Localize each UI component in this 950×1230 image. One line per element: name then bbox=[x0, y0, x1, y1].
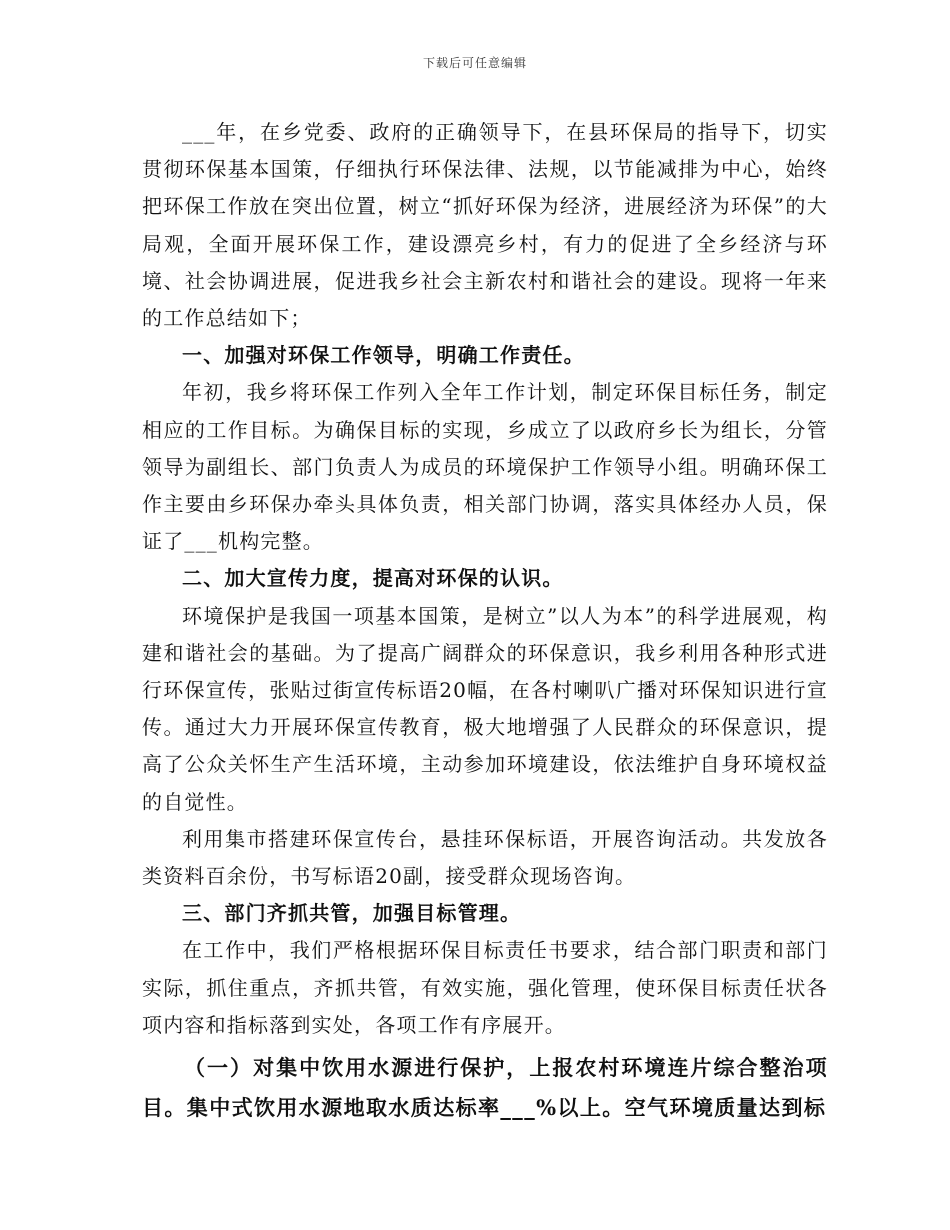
subsection-1-paragraph: （一）对集中饮用水源进行保护，上报农村环境连片综合整治项目。集中式饮用水源地取水质达标率___%以上。空气环境质量达到标 bbox=[142, 1055, 828, 1121]
section-heading-2: 二、加大宣传力度，提高对环保的认识。 bbox=[182, 566, 564, 591]
header-note: 下载后可任意编辑 bbox=[422, 56, 527, 70]
section-1-paragraph: 年初，我乡将环保工作列入全年工作计划，制定环保目标任务，制定相应的工作目标。为确保目标的实现，乡成立了以政府乡长为组长，分管领导为副组长、部门负责人为成员的环境保护工作领导小组。明确环保工作主要由乡环保办牵头具体负责，相关部门协调，落实具体经办人员，保证了___机构完整。 bbox=[142, 380, 828, 554]
section-3-paragraph: 在工作中，我们严格根据环保目标责任书要求，结合部门职责和部门实际，抓住重点，齐抓共管，有效实施，强化管理，使环保目标责任状各项内容和指标落到实处，各项工作有序展开。 bbox=[142, 938, 828, 1037]
section-2-paragraph-1: 环境保护是我国一项基本国策，是树立”以人为本”的科学进展观，构建和谐社会的基础。为了提高广阔群众的环保意识，我乡利用各种形式进行环保宣传，张贴过街宣传标语20幅，在各村喇叭广播对环保知识进行宣传。通过大力开展环保宣传教育，极大地增强了人民群众的环保意识，提高了公众关怀生产生活环境，主动参加环境建设，依法维护自身环境权益的自觉性。 bbox=[142, 603, 828, 814]
document-body bbox=[142, 114, 828, 1128]
section-heading-1: 一、加强对环保工作领导，明确工作责任。 bbox=[182, 343, 585, 368]
section-2-paragraph-2: 利用集市搭建环保宣传台，悬挂环保标语，开展咨询活动。共发放各类资料百余份，书写标语20副，接受群众现场咨询。 bbox=[142, 826, 828, 889]
section-heading-3: 三、部门齐抓共管，加强目标管理。 bbox=[182, 901, 522, 926]
intro-paragraph: ___年，在乡党委、政府的正确领导下，在县环保局的指导下，切实贯彻环保基本国策，仔细执行环保法律、法规，以节能减排为中心，始终把环保工作放在突出位置，树立“抓好环保为经济，进展经济为环保”的大局观，全面开展环保工作，建设漂亮乡村，有力的促进了全乡经济与环境、社会协调进展，促进我乡社会主新农村和谐社会的建设。现将一年来的工作总结如下； bbox=[142, 120, 828, 331]
